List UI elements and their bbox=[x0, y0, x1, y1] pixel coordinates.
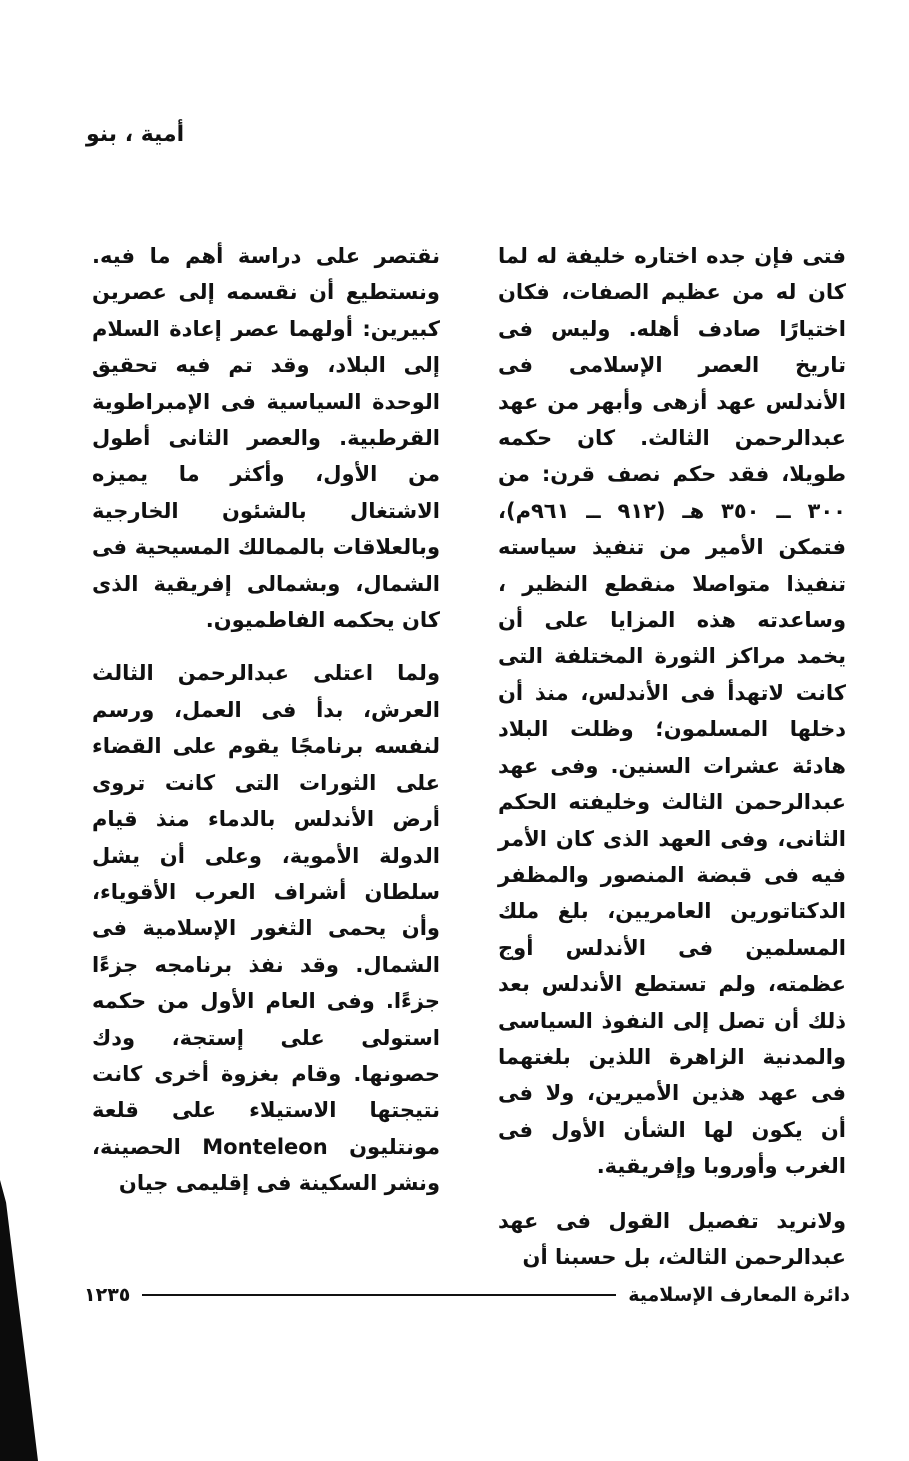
scan-shadow-edge bbox=[0, 1180, 38, 1461]
footer-journal-title: دائرة المعارف الإسلامية bbox=[628, 1284, 850, 1306]
left-text-column bbox=[92, 238, 440, 1202]
right-column-paragraph-2: ولانريد تفصيل القول فى عهد عبدالرحمن الثالث، بل حسبنا أن bbox=[498, 1208, 846, 1269]
right-text-column bbox=[498, 238, 846, 1275]
left-column-paragraph-1: نقتصر على دراسة أهم ما فيه. ونستطيع أن نقسمه إلى عصرين كبيرين: أولهما عصر إعادة السلام إلى البلاد، وقد تم فيه تحقيق الوحدة السياسية فى الإمبراطوية القرطبية. والعصر الثانى أطول من الأول، وأكثر ما يميزه الاشتغال بالشئون الخارجية وبالعلاقات بالممالك المسيحية فى الشمال، وبشمالى إفريقية الذى كان يحكمه الفاطميون. bbox=[92, 244, 440, 633]
left-column-paragraph-2: ولما اعتلى عبدالرحمن الثالث العرش، بدأ فى العمل، ورسم لنفسه برنامجًا يقوم على القضاء على الثورات التى كانت تروى أرض الأندلس بالدماء منذ قيام الدولة الأموية، وعلى أن يشل سلطان أشراف العرب الأقوياء، وأن يحمى الثغور الإسلامية فى الشمال. وقد نفذ برنامجه جزءًا جزءًا. وفى العام الأول من حكمه استولى على إستجة، ودك حصونها. وقام بغزوة أخرى كانت نتيجتها الاستيلاء على قلعة مونتليون Monteleon الحصينة، ونشر السكينة فى إقليمى جيان bbox=[92, 661, 440, 1196]
running-header-title: أمية ، بنو bbox=[86, 122, 185, 147]
page-footer bbox=[84, 1280, 850, 1310]
page-number: ١٢٣٥ bbox=[84, 1284, 131, 1306]
footer-divider-line bbox=[142, 1294, 616, 1296]
right-column-paragraph-1: فتى فإن جده اختاره خليفة له لما كان له من عظيم الصفات، فكان اختيارًا صادف أهله. وليس فى تاريخ العصر الإسلامى فى الأندلس عهد أزهى وأبهر من عهد عبدالرحمن الثالث. كان حكمه طويلا، فقد حكم نصف قرن: من ٣٠٠ ــ ٣٥٠ هـ (٩١٢ ــ ٩٦١م)، فتمكن الأمير من تنفيذ سياسته تنفيذا متواصلا منقطع النظير ، وساعدته هذه المزايا على أن يخمد مراكز الثورة المختلفة التى كانت لاتهدأ فى الأندلس، منذ أن دخلها المسلمون؛ وظلت البلاد هادئة عشرات السنين. وفى عهد عبدالرحمن الثالث وخليفته الحكم الثانى، وفى العهد الذى كان الأمر فيه فى قبضة المنصور والمظفر الدكتاتورين العامريين، بلغ ملك المسلمين فى الأندلس أوج عظمته، ولم تستطع الأندلس بعد ذلك أن تصل إلى النفوذ السياسى والمدنية الزاهرة اللذين بلغتهما فى عهد هذين الأميرين، ولا فى أن يكون لها الشأن الأول فى الغرب وأوروبا وإفريقية. bbox=[498, 244, 846, 1179]
